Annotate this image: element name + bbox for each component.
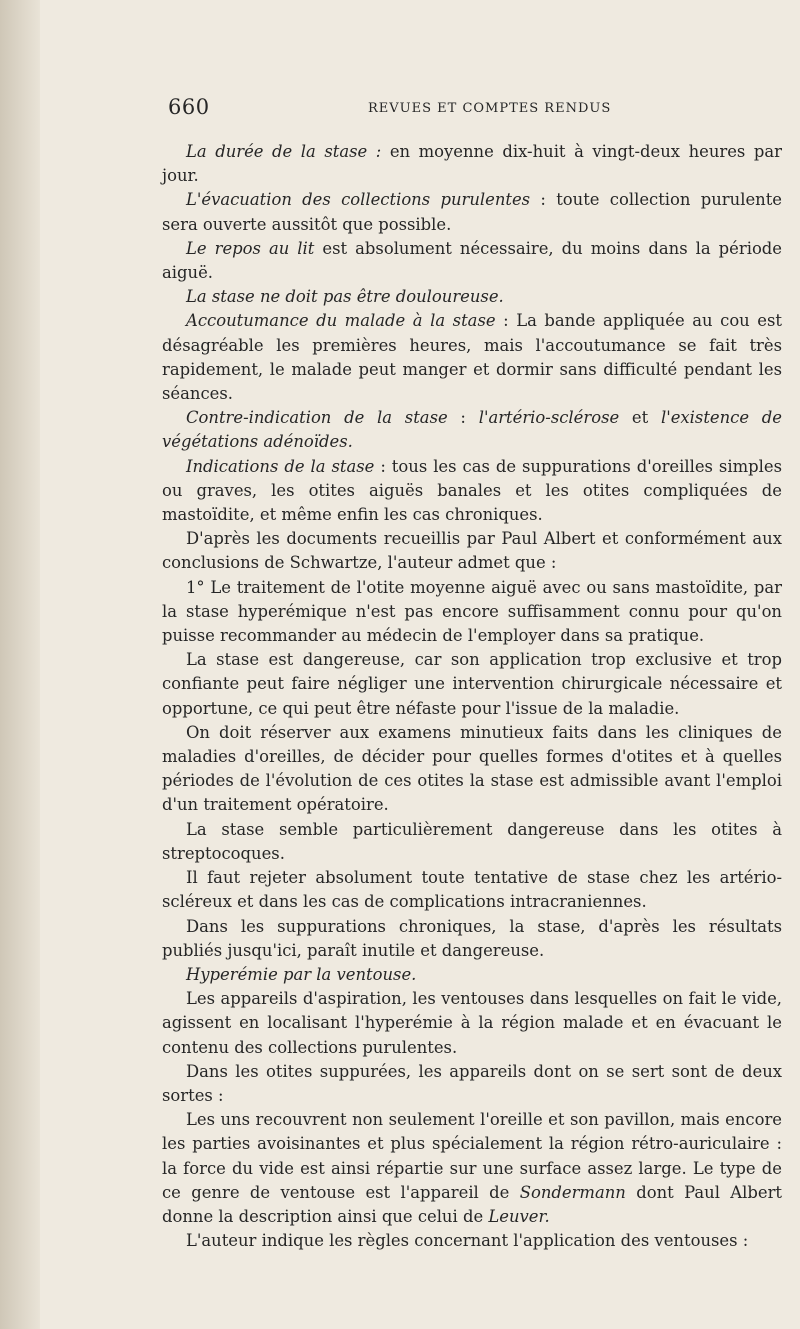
paragraph-point-1 xyxy=(162,576,782,649)
paragraph-dangereuse xyxy=(162,648,782,721)
paragraph-stase-douloureuse xyxy=(162,285,782,309)
paragraph-text: : La bande appliquée au cou est désagréable les premières heures, mais l'accoutumance se fait très rapidement, le malade peut manger et dormir sans difficulté pendant les séances. xyxy=(162,311,782,404)
paragraph-lead-3: Leuver. xyxy=(488,1206,550,1226)
paragraph-evacuation xyxy=(162,188,782,236)
paragraph-text: 1° Le traitement de l'otite moyenne aiguë avec ou sans mastoïdite, par la stase hyperémique n'est pas encore suffisamment connu pour qu'on puisse recommander au médecin de l'employer dans sa pratique. xyxy=(162,577,782,646)
paragraph-text: D'après les documents recueillis par Paul Albert et conformément aux conclusions de Schwartze, l'auteur admet que : xyxy=(162,529,782,573)
paragraph-text: L'auteur indique les règles concernant l'application des ventouses : xyxy=(186,1231,749,1251)
paragraph-text: est absolument nécessaire, du moins dans la période aiguë. xyxy=(162,238,783,283)
paragraph-les-uns xyxy=(162,1108,782,1229)
paragraph-lead: Contre-indication de la stase xyxy=(186,408,448,428)
paragraph-appareils xyxy=(162,987,782,1060)
paragraph-deux-sortes xyxy=(162,1060,782,1108)
paragraph-lead: L'évacuation des collections purulentes xyxy=(186,190,531,210)
paragraph-rejeter xyxy=(162,866,782,914)
running-title: REVUES ET COMPTES RENDUS xyxy=(368,101,612,116)
section-heading-ventouse xyxy=(162,963,782,987)
paragraph-mid: dont Paul Albert donne la description ainsi que celui de xyxy=(162,1182,782,1226)
paragraph-lead-2: Sondermann xyxy=(519,1182,626,1202)
paragraph-text: Les appareils d'aspiration, les ventouses dans lesquelles on fait le vide, agissent en localisant l'hyperémie à la région malade et en évacuant le contenu des collections purulentes. xyxy=(162,989,782,1057)
body-text xyxy=(162,140,782,1253)
page-binding-edge xyxy=(0,0,40,1329)
paragraph-mid: et xyxy=(619,408,661,428)
paragraph-lead: Accoutumance du malade à la stase xyxy=(186,311,496,331)
paragraph-text: en moyenne dix-huit à vingt-deux heures par jour. xyxy=(162,142,782,186)
paragraph-examens xyxy=(162,721,782,818)
paragraph-lead: Hyperémie par la ventouse. xyxy=(186,964,417,984)
paragraph-text: Dans les suppurations chroniques, la stase, d'après les résultats publiés jusqu'ici, paraît inutile et dangereuse. xyxy=(162,916,782,960)
paragraph-text: La stase est dangereuse, car son application trop exclusive et trop confiante peut faire négliger une intervention chirurgicale nécessaire et opportune, ce qui peut être néfaste pour l'issue de la maladie. xyxy=(162,650,782,718)
paragraph-lead: La durée de la stase : xyxy=(186,142,382,161)
paragraph-text: : toute collection purulente sera ouverte aussitôt que possible. xyxy=(162,190,782,234)
paragraph-text: Les uns recouvrent non seulement l'oreille et son pavillon, mais encore les parties avoisinantes et plus spécialement la région rétro-auriculaire : la force du vide est ainsi répartie sur une surface assez large. Le type de ce genre de ventouse est l'appareil de xyxy=(162,1110,782,1202)
paragraph-text: La stase semble particulièrement dangereuse dans les otites à streptocoques. xyxy=(162,819,782,863)
paragraph-documents xyxy=(162,527,782,575)
paragraph-lead: Indications de la stase xyxy=(186,456,375,476)
paragraph-accoutumance xyxy=(162,309,782,406)
page-number: 660 xyxy=(168,95,210,119)
paragraph-lead: La stase ne doit pas être douloureuse. xyxy=(186,287,504,307)
paragraph-contre-indication xyxy=(162,406,782,454)
paragraph-text: On doit réserver aux examens minutieux faits dans les cliniques de maladies d'oreilles, de décider pour quelles formes d'otites et à quelles périodes de l'évolution de ces otites la stase est admissible avant l'emploi d'un traitement opératoire. xyxy=(162,722,782,815)
paragraph-lead-3: l'existence de végétations adénoïdes. xyxy=(162,408,782,452)
paragraph-duree xyxy=(162,140,782,188)
paragraph-indications xyxy=(162,455,782,528)
page-header xyxy=(168,95,770,125)
paragraph-text: Dans les otites suppurées, les appareils dont on se sert sont de deux sortes : xyxy=(162,1061,782,1105)
paragraph-repos xyxy=(162,237,782,285)
paragraph-lead: Le repos au lit xyxy=(186,238,315,258)
paragraph-chroniques xyxy=(162,915,782,963)
paragraph-regles xyxy=(162,1229,782,1253)
paragraph-streptocoques xyxy=(162,818,782,866)
paragraph-text: : xyxy=(447,408,479,428)
paragraph-text: : tous les cas de suppurations d'oreilles simples ou graves, les otites aiguës banales et les otites compliquées de mastoïdite, et même enfin les cas chroniques. xyxy=(162,456,782,525)
paragraph-lead-2: l'artério-sclérose xyxy=(478,408,620,428)
paragraph-text: Il faut rejeter absolument toute tentative de stase chez les artério-scléreux et dans les cas de complications intracraniennes. xyxy=(162,868,782,912)
